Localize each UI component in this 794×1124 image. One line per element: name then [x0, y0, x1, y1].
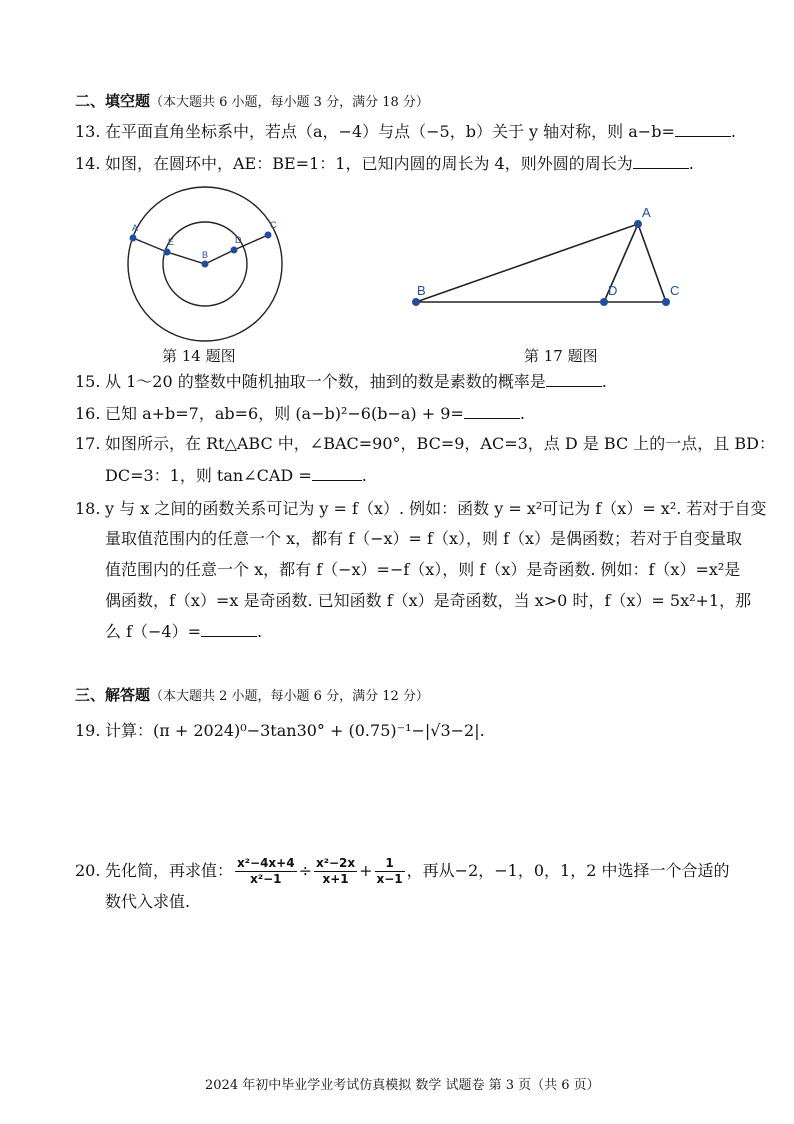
fraction-3: [375, 856, 405, 887]
figure-17-triangle: [404, 202, 694, 314]
section-3-note: （本大题共 2 小题，每小题 6 分，满分 12 分）: [150, 689, 429, 704]
question-number: 14.: [75, 154, 101, 173]
fraction-3-numerator: 1: [375, 856, 405, 872]
answer-blank[interactable]: [464, 404, 520, 419]
section-3-heading: [75, 685, 429, 707]
question-text: 计算：(π + 2024)⁰−3tan30° + (0.75)⁻¹−|√3−2|.: [105, 721, 485, 740]
label-a: A: [642, 205, 651, 220]
question-17: [75, 434, 775, 454]
question-18: [75, 499, 766, 519]
section-3-title: 三、解答题: [75, 686, 151, 704]
fraction-2-numerator: x²−2x: [315, 856, 356, 870]
question-text-line1: y 与 x 之间的函数关系可记为 y = f（x）. 例如：函数 y = x²可记为 f（x）= x². 若对于自变: [105, 499, 767, 518]
label-c: C: [270, 220, 277, 230]
answer-blank[interactable]: [633, 154, 689, 169]
label-b: B: [417, 283, 426, 298]
fraction-1: [235, 856, 297, 887]
point-c: [662, 298, 670, 306]
question-15: [75, 372, 607, 392]
period: .: [688, 154, 694, 173]
divide-operator: ÷: [298, 861, 312, 880]
period: .: [601, 372, 607, 391]
answer-blank[interactable]: [201, 622, 257, 637]
question-18-line5-wrap: [105, 622, 262, 642]
question-17-cont: [105, 466, 367, 486]
question-19: [75, 721, 485, 741]
question-18-line4: 偶函数，f（x）=x 是奇函数. 已知函数 f（x）是奇函数，当 x>0 时，f（x）= 5x²+1，那: [105, 591, 752, 610]
question-16: [75, 404, 525, 424]
point-d: [600, 298, 608, 306]
question-text-line2: DC=3：1，则 tan∠CAD =: [105, 466, 312, 485]
period: .: [519, 404, 525, 423]
figure-17-caption: 第 17 题图: [524, 347, 598, 365]
question-18-line2: 量取值范围内的任意一个 x，都有 f（−x）= f（x），则 f（x）是偶函数；若对于自变量取: [105, 529, 743, 548]
question-text: 在平面直角坐标系中，若点（a，−4）与点（−5，b）关于 y 轴对称，则 a−b=: [105, 122, 675, 141]
question-number: 13.: [75, 122, 101, 141]
fraction-2-denominator: x+1: [322, 872, 349, 886]
question-text: 从 1～20 的整数中随机抽取一个数，抽到的数是素数的概率是: [105, 372, 546, 391]
section-2-heading: [75, 91, 429, 113]
question-18-line3: 值范围内的任意一个 x，都有 f（−x）=−f（x），则 f（x）是奇函数. 例如：f（x）=x²是: [105, 560, 741, 579]
question-number: 17.: [75, 434, 101, 453]
label-a: A: [132, 223, 139, 233]
label-b: B: [202, 250, 209, 260]
fraction-3-denominator: x−1: [376, 872, 403, 886]
label-d: D: [235, 235, 242, 245]
question-14: [75, 154, 694, 174]
question-text: 如图，在圆环中，AE：BE=1：1，已知内圆的周长为 4，则外圆的周长为: [105, 154, 633, 173]
question-text-line5: 么 f（−4）=: [105, 622, 202, 641]
question-prefix: 先化简，再求值：: [105, 861, 234, 880]
question-number: 20.: [75, 861, 101, 880]
period: .: [361, 466, 367, 485]
question-text-line1: 如图所示，在 Rt△ABC 中，∠BAC=90°，BC=9，AC=3，点 D 是 BC 上的一点，且 BD：: [105, 434, 775, 453]
question-number: 19.: [75, 721, 101, 740]
question-text: 已知 a+b=7，ab=6，则 (a−b)²−6(b−a) + 9=: [105, 404, 464, 423]
period: .: [257, 622, 263, 641]
fraction-1-denominator: x²−1: [250, 872, 282, 886]
period: .: [730, 122, 736, 141]
triangle-abc: [416, 224, 666, 302]
question-13: [75, 122, 736, 142]
segment-path: [133, 235, 268, 264]
plus-operator: +: [359, 861, 373, 880]
point-a: [634, 220, 642, 228]
question-number: 18.: [75, 499, 101, 518]
figure-14-annulus: [120, 186, 300, 348]
point-e: [164, 249, 171, 256]
answer-blank[interactable]: [546, 372, 602, 387]
point-b: [412, 298, 420, 306]
question-20: [75, 854, 729, 888]
point-c: [265, 232, 272, 239]
answer-blank[interactable]: [675, 122, 731, 137]
question-suffix: ，再从−2，−1，0，1，2 中选择一个合适的: [406, 861, 730, 880]
page-footer: 2024 年初中毕业学业考试仿真模拟 数学 试题卷 第 3 页（共 6 页）: [205, 1078, 600, 1093]
question-number: 15.: [75, 372, 101, 391]
fraction-1-numerator: x²−4x+4: [237, 856, 295, 870]
section-2-title: 二、填空题: [75, 92, 151, 110]
point-d: [231, 247, 238, 254]
question-20-line2: 数代入求值.: [105, 892, 191, 911]
label-c: C: [670, 283, 680, 298]
fraction-2: [314, 856, 357, 887]
figure-14-caption: 第 14 题图: [162, 347, 236, 365]
point-b: [202, 261, 209, 268]
point-a: [130, 235, 137, 242]
label-d: D: [608, 283, 618, 298]
question-number: 16.: [75, 404, 101, 423]
label-e: E: [168, 237, 175, 247]
section-2-note: （本大题共 6 小题，每小题 3 分，满分 18 分）: [150, 95, 429, 110]
answer-blank[interactable]: [312, 466, 362, 481]
